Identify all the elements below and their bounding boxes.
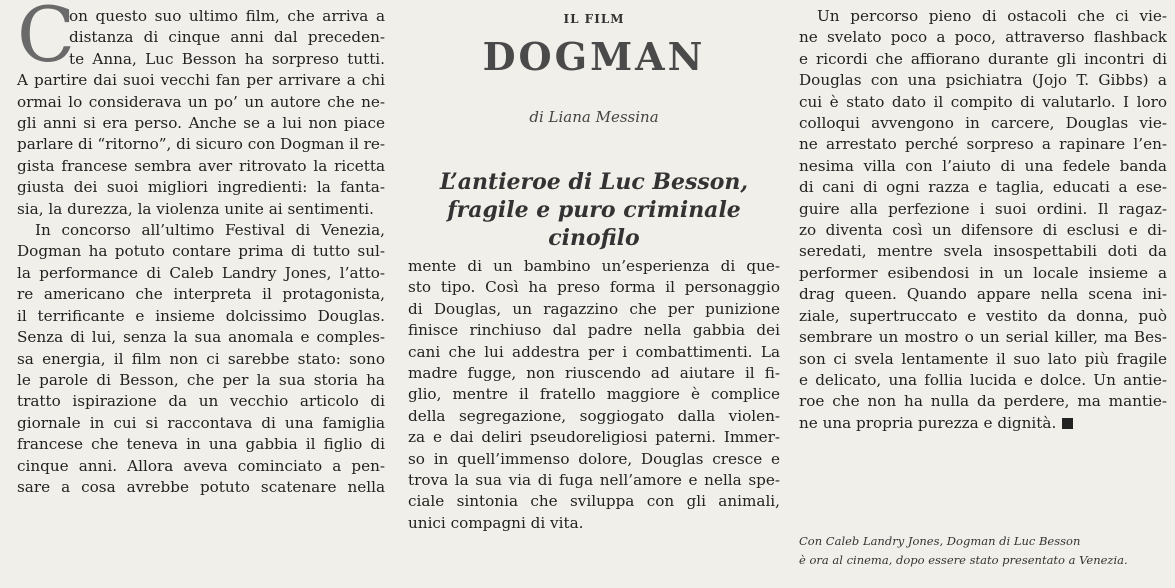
article-column-1: [17, 6, 385, 498]
caption-line-2: è ora al cinema, dopo essere stato presentato a Venezia.: [799, 553, 1128, 567]
text-line: della segregazione, soggiogato dalla violen-: [408, 406, 780, 425]
text-line: on questo suo ultimo film, che arriva a: [69, 7, 385, 25]
text-line: seredati, mentre svela insospettabili doti da: [799, 242, 1167, 261]
text-line: sto tipo. Così ha preso forma il personaggio: [408, 278, 780, 297]
text-line: parlare di “ritorno”, di sicuro con Dogman il re-: [17, 135, 386, 154]
text-line: giornale in cui si raccontava di una famiglia: [17, 413, 385, 432]
text-line: colloqui avvengono in carcere, Douglas vie-: [799, 114, 1167, 133]
text-line: za e dai deliri pseudoreligiosi paterni. Immer-: [408, 428, 780, 447]
text-line: giusta dei suoi migliori ingredienti: la fanta-: [17, 178, 385, 197]
text-line: A partire dai suoi vecchi fan per arrivare a chi: [17, 71, 385, 90]
author-byline: di Liana Messina: [529, 108, 659, 126]
end-mark-icon: [1062, 418, 1073, 429]
text-line: roe che non ha nulla da perdere, ma mantie-: [799, 392, 1167, 411]
text-line: te Anna, Luc Besson ha sorpreso tutti.: [69, 49, 385, 68]
text-line: sia, la durezza, la violenza unite ai sentimenti.: [17, 199, 374, 218]
text-line: guire alla perfezione i suoi ordini. Il ragaz-: [799, 199, 1167, 218]
text-line: sa energia, il film non ci sarebbe stato: sono: [17, 349, 385, 368]
text-line: ciale sintonia che sviluppa con gli animali,: [408, 492, 780, 511]
text-line: glio, mentre il fratello maggiore è complice: [408, 385, 780, 404]
text-line: trova la sua via di fuga nell’amore e nella spe-: [408, 471, 780, 490]
text-line: son ci svela lentamente il suo lato più fragile: [799, 349, 1167, 368]
text-line: gli anni si era perso. Anche se a lui non piace: [17, 114, 385, 133]
text-line: Douglas con una psichiatra (Jojo T. Gibbs) a: [799, 71, 1167, 90]
headline-line-1: L’antieroe di Luc Besson,: [439, 169, 749, 195]
text-line: francese che teneva in una gabbia il figlio di: [17, 435, 385, 454]
headline-line-2: fragile e puro criminale cinofilo: [447, 197, 741, 251]
headline: [408, 168, 780, 252]
drop-cap: C: [17, 0, 76, 79]
text-line: la performance di Caleb Landry Jones, l’atto-: [17, 263, 385, 282]
text-line: il terrificante e insieme dolcissimo Douglas.: [17, 306, 385, 325]
text-line: di Douglas, un ragazzino che per punizione: [408, 299, 780, 318]
section-label: IL FILM: [563, 12, 625, 26]
text-line: cinque anni. Allora aveva cominciato a pen-: [17, 456, 385, 475]
text-line: ne arrestato perché sorpreso a rapinare l’en-: [799, 135, 1167, 154]
text-line: di cani di ogni razza e taglia, educati a ese-: [799, 178, 1167, 197]
text-line: sare a cosa avrebbe potuto scatenare nella: [17, 477, 385, 496]
final-text: ne una propria purezza e dignità.: [799, 413, 1057, 432]
text-line: ziale, supertruccato e vestito da donna, può: [799, 306, 1167, 325]
text-line: zo diventa così un difensore di esclusi e di-: [799, 221, 1167, 240]
text-line: sembrare un mostro o un serial killer, ma Bes-: [799, 328, 1167, 347]
text-line: e ricordi che affiorano durante gli incontri di: [799, 49, 1167, 68]
article-title: DOGMAN: [482, 34, 706, 79]
text-line: cui è stato dato il compito di valutarlo. I loro: [799, 92, 1167, 111]
article-column-3: [799, 6, 1167, 434]
text-line: finisce rinchiuso dal padre nella gabbia dei: [408, 321, 780, 340]
text-line: In concorso all’ultimo Festival di Venezia,: [35, 221, 385, 240]
paragraph-2: [17, 220, 385, 498]
text-line: cani che lui addestra per i combattimenti. La: [408, 342, 780, 361]
text-line: unici compagni di vita.: [408, 513, 584, 532]
text-line: nesima villa con l’aiuto di una fedele banda: [799, 156, 1167, 175]
paragraph-1: [17, 6, 385, 220]
caption-line-1: Con Caleb Landry Jones, Dogman di Luc Besson: [799, 534, 1081, 548]
text-line: drag queen. Quando appare nella scena ini-: [799, 285, 1167, 304]
text-line: Dogman ha potuto contare prima di tutto sul-: [17, 242, 385, 261]
text-line: re americano che interpreta il protagonista,: [17, 285, 385, 304]
text-line: gista francese sembra aver ritrovato la ricetta: [17, 156, 385, 175]
text-line: performer esibendosi in un locale insieme a: [799, 263, 1167, 282]
text-line: madre fugge, non riuscendo ad aiutare il fi-: [408, 364, 780, 383]
article-column-2: [408, 256, 780, 534]
text-line: ne svelato poco a poco, attraverso flashback: [799, 28, 1167, 47]
text-line: e delicato, una follia lucida e dolce. Un antie-: [799, 370, 1167, 389]
text-line: Un percorso pieno di ostacoli che ci vie-: [817, 7, 1167, 25]
text-line: le parole di Besson, che per la sua storia ha: [17, 370, 385, 389]
text-line: ormai lo considerava un po’ un autore che ne-: [17, 92, 385, 111]
text-line: so in quell’immenso dolore, Douglas cresce e: [408, 449, 780, 468]
text-line: mente di un bambino un’esperienza di que-: [408, 257, 780, 275]
text-line: tratto ispirazione da un vecchio articolo di: [17, 392, 385, 411]
text-line-final: [799, 413, 1167, 434]
photo-caption: [799, 532, 1167, 570]
text-line: Senza di lui, senza la sua anomala e comples-: [17, 328, 385, 347]
text-line: distanza di cinque anni dal preceden-: [69, 28, 385, 47]
